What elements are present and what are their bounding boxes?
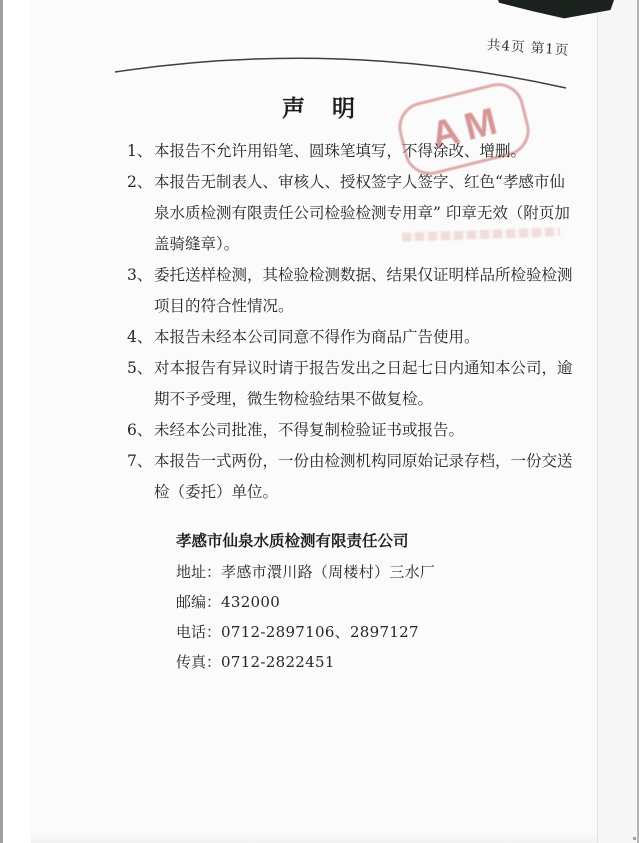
clause-item-3 (127, 260, 579, 322)
clause-number: 7、 (127, 452, 153, 470)
clause-item-6 (127, 415, 579, 446)
clause-number: 1、 (127, 142, 153, 160)
scan-right-margin (597, 0, 639, 843)
scan-speck (633, 837, 636, 840)
clause-number: 3、 (127, 266, 153, 284)
clause-text: 本报告一式两份，一份由检测机构同原始记录存档，一份交送检（委托）单位。 (154, 452, 573, 501)
company-name: 孝感市仙泉水质检测有限责任公司 (176, 533, 409, 550)
page-number-label: 共4页 第1页 (486, 37, 570, 59)
fax-row (176, 647, 435, 677)
fax-value: 0712-2822451 (221, 653, 335, 671)
clause-text: 本报告无制表人、审核人、授权签字人签字、红色“孝感市仙泉水质检测有限责任公司检验检测专用章” 印章无效（附页加盖骑缝章）。 (154, 173, 570, 253)
postcode-row (176, 587, 435, 617)
clause-item-4 (127, 322, 579, 353)
clause-text: 未经本公司批准，不得复制检验证书或报告。 (154, 421, 465, 439)
statement-clause-list (127, 136, 579, 508)
clause-number: 6、 (127, 421, 153, 439)
clause-item-2 (127, 167, 579, 260)
page-title: 声 明 (282, 95, 357, 122)
postcode-label: 邮编： (176, 593, 222, 611)
company-info-block (176, 527, 435, 677)
phone-label: 电话： (176, 623, 222, 641)
clause-text: 本报告不允许用铅笔、圆珠笔填写，不得涂改、增删。 (154, 142, 527, 160)
clause-item-5 (127, 353, 579, 415)
address-label: 地址： (176, 563, 222, 581)
phone-value: 0712-2897106、2897127 (221, 623, 419, 641)
address-row (176, 557, 435, 587)
clause-text: 本报告未经本公司同意不得作为商品广告使用。 (154, 328, 480, 346)
clause-number: 2、 (127, 173, 153, 191)
scan-bottom-noise (31, 833, 597, 843)
clause-text: 对本报告有异议时请于报告发出之日起七日内通知本公司，逾期不予受理，微生物检验结果不做复检。 (154, 359, 573, 408)
clause-item-7 (127, 446, 579, 508)
clause-number: 5、 (127, 359, 153, 377)
stamp-letters: AM (426, 98, 508, 157)
fax-label: 传真： (176, 653, 222, 671)
phone-row (176, 617, 435, 647)
scan-left-margin (3, 0, 31, 843)
clause-number: 4、 (127, 328, 153, 346)
postcode-value: 432000 (221, 593, 281, 611)
clause-item-1 (127, 136, 579, 167)
address-value: 孝感市澴川路（周楼村）三水厂 (221, 563, 436, 581)
clause-text: 委托送样检测，其检验检测数据、结果仅证明样品所检验检测项目的符合性情况。 (154, 266, 573, 315)
